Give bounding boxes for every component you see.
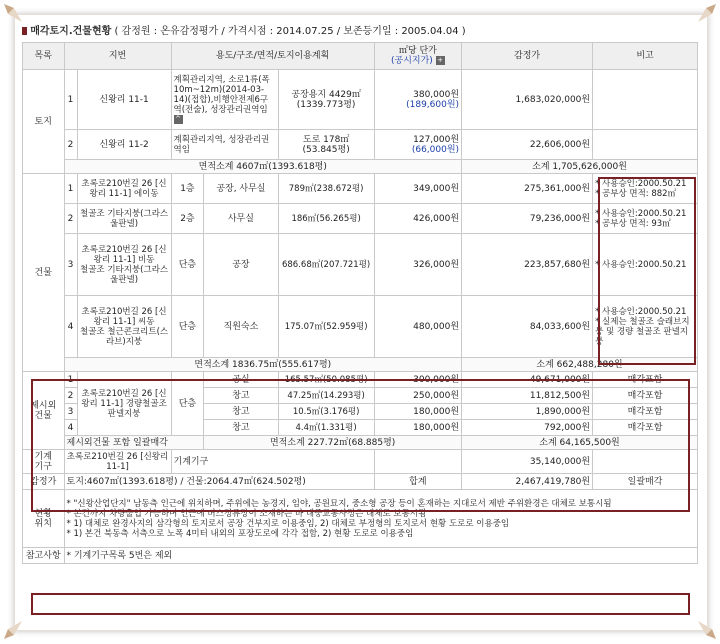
subtotal-value: 소계 662,488,280원: [462, 358, 698, 372]
total-note: 일괄매각: [593, 474, 698, 490]
header-unit-price: [374, 43, 461, 70]
building-address: 초록로210번길 26 [신왕리 11-1] 에이동: [77, 174, 171, 204]
appraisal-value: 35,140,000원: [462, 450, 593, 474]
location-line: * 본건까지 차량출입 가능하며 인근에 버스정류장이 소재하는 바 대중교통사정은 대체로 보통시됨: [66, 508, 427, 519]
building-area: 165.57㎡(50.085평): [278, 372, 374, 388]
header-use: 용도/구조/면적/토지이용계획: [171, 43, 374, 70]
appraisal-value: 275,361,000원: [462, 174, 593, 204]
unit-price: 180,000원: [374, 404, 461, 420]
land-plan-text: 계획관리지역, 소로1류(폭10m~12m)(2014-03-14)(접합),비행안전제6구역(전술), 성장관리권역임: [173, 74, 270, 115]
building-use: 창고: [204, 404, 278, 420]
building-area: 186㎡(56.265평): [278, 204, 374, 234]
header-lot: 지번: [64, 43, 171, 70]
table-row: [23, 130, 698, 160]
location-line: * "신왕산업단지" 남동측 인근에 위치하며, 주위에는 농경지, 임야, 공원묘지, 중소형 공장 등이 혼재하는 지대로서 제반 주위환경은 대체로 보통시됨: [66, 498, 612, 509]
appraisal-value: 11,812,500원: [462, 388, 593, 404]
land-area: [278, 130, 374, 160]
machine-address: 초록로210번길 26 [신왕리 11-1]: [64, 450, 171, 474]
table-row: [23, 174, 698, 204]
building-area: 47.25㎡(14.293평): [278, 388, 374, 404]
row-no: 1: [64, 70, 77, 130]
unit-price: 480,000원: [374, 296, 461, 358]
machine-label: 기계 기구: [23, 450, 65, 474]
total-label: 합계: [374, 474, 461, 490]
extra-sum-label: 제시외건물 포함 일괄매각: [64, 436, 204, 450]
unit-price: 349,000원: [374, 174, 461, 204]
location-line: * 1) 대체로 완경사지의 삼각형의 토지로서 공장 건부지로 이용중임, 2) 대체로 부정형의 토지로서 현황 도로로 이용중임: [66, 518, 510, 529]
note-cell: * 사용승인:2000.50.21 * 실제는 철골조 슬래브지붕 및 경량 철골조 판넬지붕: [593, 296, 698, 358]
appraisal-detail: 토지:4607㎡(1393.618평) / 건물:2064.47㎡(624.502평): [64, 474, 374, 490]
subtotal-value: 소계 64,165,500원: [462, 436, 698, 450]
official-price: (66,000원): [411, 144, 460, 155]
unit-price: [374, 130, 461, 160]
building-use: 창고: [204, 388, 278, 404]
building-use: 사무실: [204, 204, 278, 234]
floor: 2층: [171, 204, 204, 234]
unit-price: 326,000원: [374, 234, 461, 296]
expand-icon[interactable]: ^: [175, 114, 181, 123]
appraisal-value: 1,683,020,000원: [462, 70, 593, 130]
appraisal-value: 1,890,000원: [462, 404, 593, 420]
lot-number: 신왕리 11-2: [77, 130, 171, 160]
building-area: 686.68㎡(207.721평): [278, 234, 374, 296]
appraisal-value: 49,671,000원: [462, 372, 593, 388]
floor: 1층: [171, 174, 204, 204]
section-title-meta: ( 감정원 : 온유감정평가 / 가격시점 : 2014.07.25 / 보존등기일 : 2005.04.04 ): [114, 26, 466, 37]
building-use: 공장, 사무실: [204, 174, 278, 204]
land-label: 토지: [23, 70, 65, 174]
note-highlight-box: [598, 177, 696, 365]
reference-highlight-box: [31, 593, 690, 615]
note-cell: 매각포함: [593, 404, 698, 420]
header-note: 비고: [593, 43, 698, 70]
extra-highlight-box: [31, 379, 690, 512]
appraisal-value: 22,606,000원: [462, 130, 593, 160]
header-official-price-link[interactable]: (공시지가): [391, 56, 433, 66]
table-row: [23, 204, 698, 234]
building-label: 건물: [23, 174, 65, 372]
corner-pin-icon: [696, 619, 718, 641]
machine-use: 기계기구: [171, 450, 374, 474]
corner-pin-icon: [696, 2, 718, 24]
reference-label: 참고사항: [23, 548, 65, 564]
subtotal-row: [23, 160, 698, 174]
row-no: 1: [64, 174, 77, 204]
appraisal-value: 792,000원: [462, 420, 593, 436]
reference-text: * 기계기구목록 5번은 제외: [64, 548, 698, 564]
note-cell: 매각포함: [593, 372, 698, 388]
land-plan: [171, 70, 278, 130]
note-cell: * 사용승인:2000.50.21 * 공부상 면적: 93㎡: [593, 204, 698, 234]
row-no: 1: [64, 372, 77, 388]
floor: 단층: [171, 234, 204, 296]
unit-price: 300,000원: [374, 372, 461, 388]
row-no: 3: [64, 404, 77, 420]
table-row: [23, 296, 698, 358]
area-pyeong: (53.845평): [302, 144, 350, 155]
table-row: [23, 70, 698, 130]
row-no: 4: [64, 296, 77, 358]
reference-row: [23, 548, 698, 564]
plus-square-icon[interactable]: +: [437, 56, 444, 64]
building-address: 초록로210번길 26 [신왕리 11-1] 비동 철골조 기타지붕(그라스울판넬): [77, 234, 171, 296]
lot-number: 신왕리 11-1: [77, 70, 171, 130]
land-area: [278, 70, 374, 130]
location-label: 현황 위치: [23, 490, 65, 548]
note-cell: [593, 130, 698, 160]
subtotal-value: 소계 1,705,626,000원: [462, 160, 698, 174]
appraisal-label: 감정가: [23, 474, 65, 490]
building-area: 10.5㎡(3.176평): [278, 404, 374, 420]
building-area: 175.07㎡(52.959평): [278, 296, 374, 358]
extra-address: 초록로210번길 26 [신왕리 11-1] 경량철골조 판넬지붕: [77, 372, 171, 436]
bullet-icon: [22, 27, 27, 35]
section-title-main: 매각토지.건물현황: [30, 26, 112, 37]
appraisal-value: 79,236,000원: [462, 204, 593, 234]
unit-price: 180,000원: [374, 420, 461, 436]
note-cell: 매각포함: [593, 420, 698, 436]
building-use: 직원숙소: [204, 296, 278, 358]
building-use: 창고: [204, 420, 278, 436]
note-cell: [593, 70, 698, 130]
subtotal-row: [23, 358, 698, 372]
total-value: 2,467,419,780원: [462, 474, 593, 490]
note-cell: * 사용승인:2000.50.21: [593, 234, 698, 296]
extra-label: 제시외 건물: [23, 372, 65, 450]
official-price: (189,600원): [406, 99, 460, 110]
note-cell: 매각포함: [593, 388, 698, 404]
area-text: 공장용지 4429㎡: [291, 89, 361, 100]
floor: 단층: [171, 296, 204, 358]
subtotal-area: 면적소계 1836.75㎡(555.617평): [64, 358, 462, 372]
area-text: 도로 178㎡: [302, 134, 350, 145]
appraisal-value: 84,033,600원: [462, 296, 593, 358]
subtotal-area: 면적소계 4607㎡(1393.618평): [64, 160, 462, 174]
header-list: 목록: [23, 43, 65, 70]
row-no: 2: [64, 388, 77, 404]
row-no: 2: [64, 130, 77, 160]
building-address: 초록로210번길 26 [신왕리 11-1] 씨동 철골조 철근콘크리트(스라브)지붕: [77, 296, 171, 358]
building-area: 4.4㎡(1.331평): [278, 420, 374, 436]
row-no: 2: [64, 204, 77, 234]
price-text: 380,000원: [413, 89, 460, 100]
header-unit-price-label: ㎡당 단가: [398, 46, 437, 56]
unit-price: [374, 70, 461, 130]
header-appraisal: 감정가: [462, 43, 593, 70]
building-address: 철골조 기타지붕(그라스울판넬): [77, 204, 171, 234]
appraisal-value: 223,857,680원: [462, 234, 593, 296]
section-title: [22, 22, 466, 37]
table-header: [23, 43, 698, 70]
table-row: [23, 234, 698, 296]
row-no: 4: [64, 420, 77, 436]
area-pyeong: (1339.773평): [296, 99, 356, 110]
unit-price: 250,000원: [374, 388, 461, 404]
floor: 단층: [171, 372, 204, 436]
subtotal-area: 면적소계 227.72㎡(68.885평): [204, 436, 462, 450]
row-no: 3: [64, 234, 77, 296]
building-area: 789㎡(238.672평): [278, 174, 374, 204]
land-plan-text: 계획관리지역, 성장관리권역임: [171, 130, 278, 160]
location-line: * 1) 본건 북동측 서측으로 노폭 4미터 내외의 포장도로에 각각 접함, 2) 현황 도로로 이용중임: [66, 528, 414, 539]
note-cell: * 사용승인:2000.50.21 * 공부상 면적: 882㎡: [593, 174, 698, 204]
price-text: 127,000원: [413, 134, 460, 145]
building-use: 공실: [204, 372, 278, 388]
corner-pin-icon: [2, 2, 24, 24]
unit-price: 426,000원: [374, 204, 461, 234]
corner-pin-icon: [2, 619, 24, 641]
building-use: 공장: [204, 234, 278, 296]
